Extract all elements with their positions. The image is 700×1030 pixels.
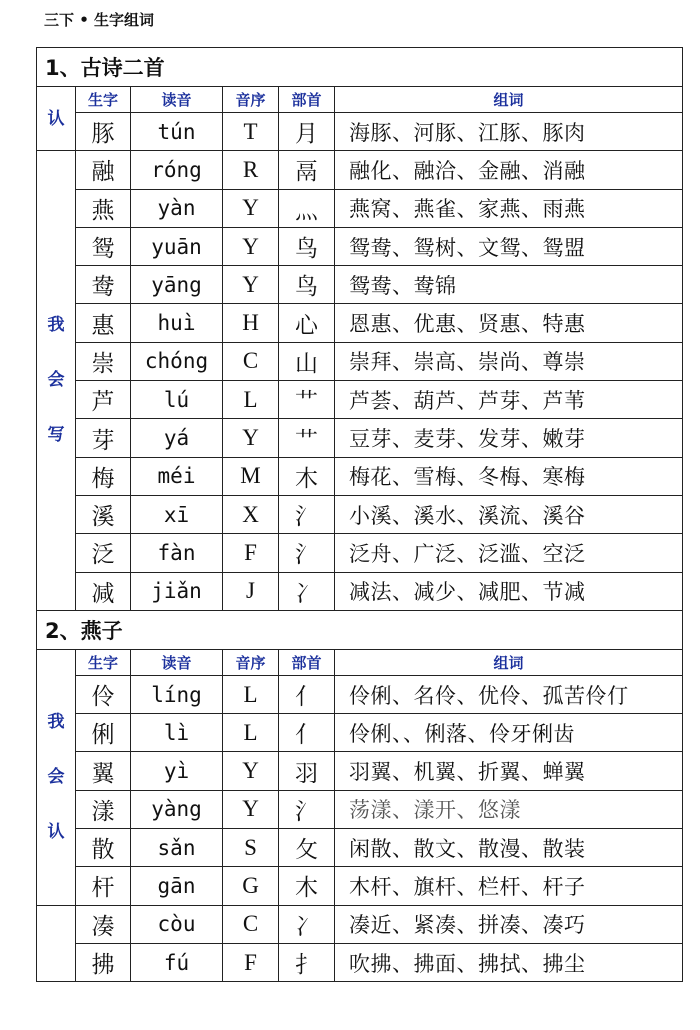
character-cell: 芽 [76,419,131,457]
words-cell: 木杆、旗杆、栏杆、杆子 [335,867,683,905]
radical-cell: 氵 [279,790,335,828]
category-label [37,649,76,905]
words-cell: 鸳鸯、鸯锦 [335,266,683,304]
column-header-pinyin: 读音 [131,649,223,675]
radical-cell: 冫 [279,905,335,943]
words-cell: 小溪、溪水、溪流、溪谷 [335,495,683,533]
section-title-row [37,48,683,87]
category-label [37,905,76,982]
initial-cell: X [223,495,279,533]
character-cell: 芦 [76,381,131,419]
pinyin-cell: yuān [131,227,223,265]
pinyin-cell: huì [131,304,223,342]
character-cell: 豚 [76,113,131,151]
pinyin-cell: jiǎn [131,572,223,610]
character-cell: 鸳 [76,227,131,265]
table-row [37,572,683,610]
table-row [37,266,683,304]
words-cell: 羽翼、机翼、折翼、蝉翼 [335,752,683,790]
initial-cell: Y [223,752,279,790]
radical-cell: 艹 [279,381,335,419]
category-label [37,87,76,151]
initial-cell: L [223,714,279,752]
initial-cell: H [223,304,279,342]
table-row [37,457,683,495]
words-cell: 吹拂、拂面、拂拭、拂尘 [335,943,683,981]
initial-cell: S [223,829,279,867]
character-cell: 漾 [76,790,131,828]
radical-cell: 扌 [279,943,335,981]
radical-cell: 木 [279,867,335,905]
character-cell: 融 [76,151,131,189]
words-cell: 恩惠、优惠、贤惠、特惠 [335,304,683,342]
category-label-char: 认 [47,108,65,129]
table-row [37,189,683,227]
pinyin-cell: lú [131,381,223,419]
initial-cell: Y [223,189,279,227]
radical-cell: 羽 [279,752,335,790]
radical-cell: 冫 [279,572,335,610]
table-row [37,495,683,533]
pinyin-cell: fú [131,943,223,981]
radical-cell: 鬲 [279,151,335,189]
character-cell: 燕 [76,189,131,227]
radical-cell: 艹 [279,419,335,457]
pinyin-cell: yàn [131,189,223,227]
initial-cell: Y [223,419,279,457]
initial-cell: Y [223,790,279,828]
words-cell: 芦荟、葫芦、芦芽、芦苇 [335,381,683,419]
pinyin-cell: yàng [131,790,223,828]
table-row [37,905,683,943]
radical-cell: 心 [279,304,335,342]
column-header-row [37,649,683,675]
initial-cell: Y [223,266,279,304]
pinyin-cell: lì [131,714,223,752]
column-header-words: 组词 [335,87,683,113]
radical-cell: 氵 [279,495,335,533]
character-cell: 惠 [76,304,131,342]
pinyin-cell: gān [131,867,223,905]
character-cell: 鸯 [76,266,131,304]
words-cell: 豆芽、麦芽、发芽、嫩芽 [335,419,683,457]
words-cell: 海豚、河豚、江豚、豚肉 [335,113,683,151]
initial-cell: M [223,457,279,495]
table-row [37,675,683,713]
initial-cell: G [223,867,279,905]
pinyin-cell: còu [131,905,223,943]
initial-cell: R [223,151,279,189]
column-header-radical: 部首 [279,649,335,675]
radical-cell: 亻 [279,714,335,752]
radical-cell: 鸟 [279,227,335,265]
pinyin-cell: xī [131,495,223,533]
table-row [37,829,683,867]
category-label-char: 会 [47,370,65,391]
character-cell: 伶 [76,675,131,713]
words-cell: 燕窝、燕雀、家燕、雨燕 [335,189,683,227]
initial-cell: T [223,113,279,151]
pinyin-cell: róng [131,151,223,189]
section-title: 2、燕子 [37,610,683,649]
column-header-pinyin: 读音 [131,87,223,113]
radical-cell: 木 [279,457,335,495]
radical-cell: 山 [279,342,335,380]
column-header-words: 组词 [335,649,683,675]
initial-cell: L [223,675,279,713]
table-row [37,113,683,151]
words-cell: 减法、减少、减肥、节减 [335,572,683,610]
table-row [37,419,683,457]
section-title: 1、古诗二首 [37,48,683,87]
words-cell: 梅花、雪梅、冬梅、寒梅 [335,457,683,495]
initial-cell: L [223,381,279,419]
table-row [37,151,683,189]
words-cell: 凑近、紧凑、拼凑、凑巧 [335,905,683,943]
pinyin-cell: sǎn [131,829,223,867]
table-row [37,714,683,752]
words-cell: 鸳鸯、鸳树、文鸳、鸳盟 [335,227,683,265]
category-label-char: 我 [47,315,65,336]
vocabulary-table [36,47,683,982]
column-header-initial: 音序 [223,649,279,675]
category-label-char: 会 [47,766,65,787]
radical-cell: 氵 [279,534,335,572]
radical-cell: 亻 [279,675,335,713]
column-header-char: 生字 [76,649,131,675]
character-cell: 散 [76,829,131,867]
table-row [37,867,683,905]
radical-cell: 鸟 [279,266,335,304]
column-header-initial: 音序 [223,87,279,113]
initial-cell: J [223,572,279,610]
character-cell: 杆 [76,867,131,905]
table-row [37,752,683,790]
words-cell: 融化、融洽、金融、消融 [335,151,683,189]
table-row [37,943,683,981]
pinyin-cell: yāng [131,266,223,304]
words-cell: 泛舟、广泛、泛滥、空泛 [335,534,683,572]
category-label-char: 认 [47,821,65,842]
pinyin-cell: yá [131,419,223,457]
initial-cell: F [223,943,279,981]
column-header-row [37,87,683,113]
initial-cell: Y [223,227,279,265]
column-header-radical: 部首 [279,87,335,113]
pinyin-cell: méi [131,457,223,495]
initial-cell: C [223,342,279,380]
category-label [37,151,76,611]
character-cell: 凑 [76,905,131,943]
words-cell: 荡漾、漾开、悠漾 [335,790,683,828]
character-cell: 溪 [76,495,131,533]
category-label-char: 写 [47,425,65,446]
pinyin-cell: líng [131,675,223,713]
pinyin-cell: chóng [131,342,223,380]
table-row [37,304,683,342]
table-row [37,790,683,828]
radical-cell: 攵 [279,829,335,867]
table-row [37,534,683,572]
pinyin-cell: fàn [131,534,223,572]
words-cell: 闲散、散文、散漫、散装 [335,829,683,867]
words-cell: 伶俐、名伶、优伶、孤苦伶仃 [335,675,683,713]
section-title-row [37,610,683,649]
words-cell: 崇拜、崇高、崇尚、尊崇 [335,342,683,380]
pinyin-cell: tún [131,113,223,151]
table-row [37,381,683,419]
radical-cell: 月 [279,113,335,151]
character-cell: 泛 [76,534,131,572]
words-cell: 伶俐、、俐落、伶牙俐齿 [335,714,683,752]
column-header-char: 生字 [76,87,131,113]
character-cell: 减 [76,572,131,610]
character-cell: 翼 [76,752,131,790]
category-label-char: 我 [47,711,65,732]
pinyin-cell: yì [131,752,223,790]
character-cell: 崇 [76,342,131,380]
character-cell: 俐 [76,714,131,752]
initial-cell: F [223,534,279,572]
page-title: 三下 • 生字组词 [44,11,155,29]
character-cell: 梅 [76,457,131,495]
table-row [37,227,683,265]
initial-cell: C [223,905,279,943]
character-cell: 拂 [76,943,131,981]
table-row [37,342,683,380]
radical-cell: 灬 [279,189,335,227]
